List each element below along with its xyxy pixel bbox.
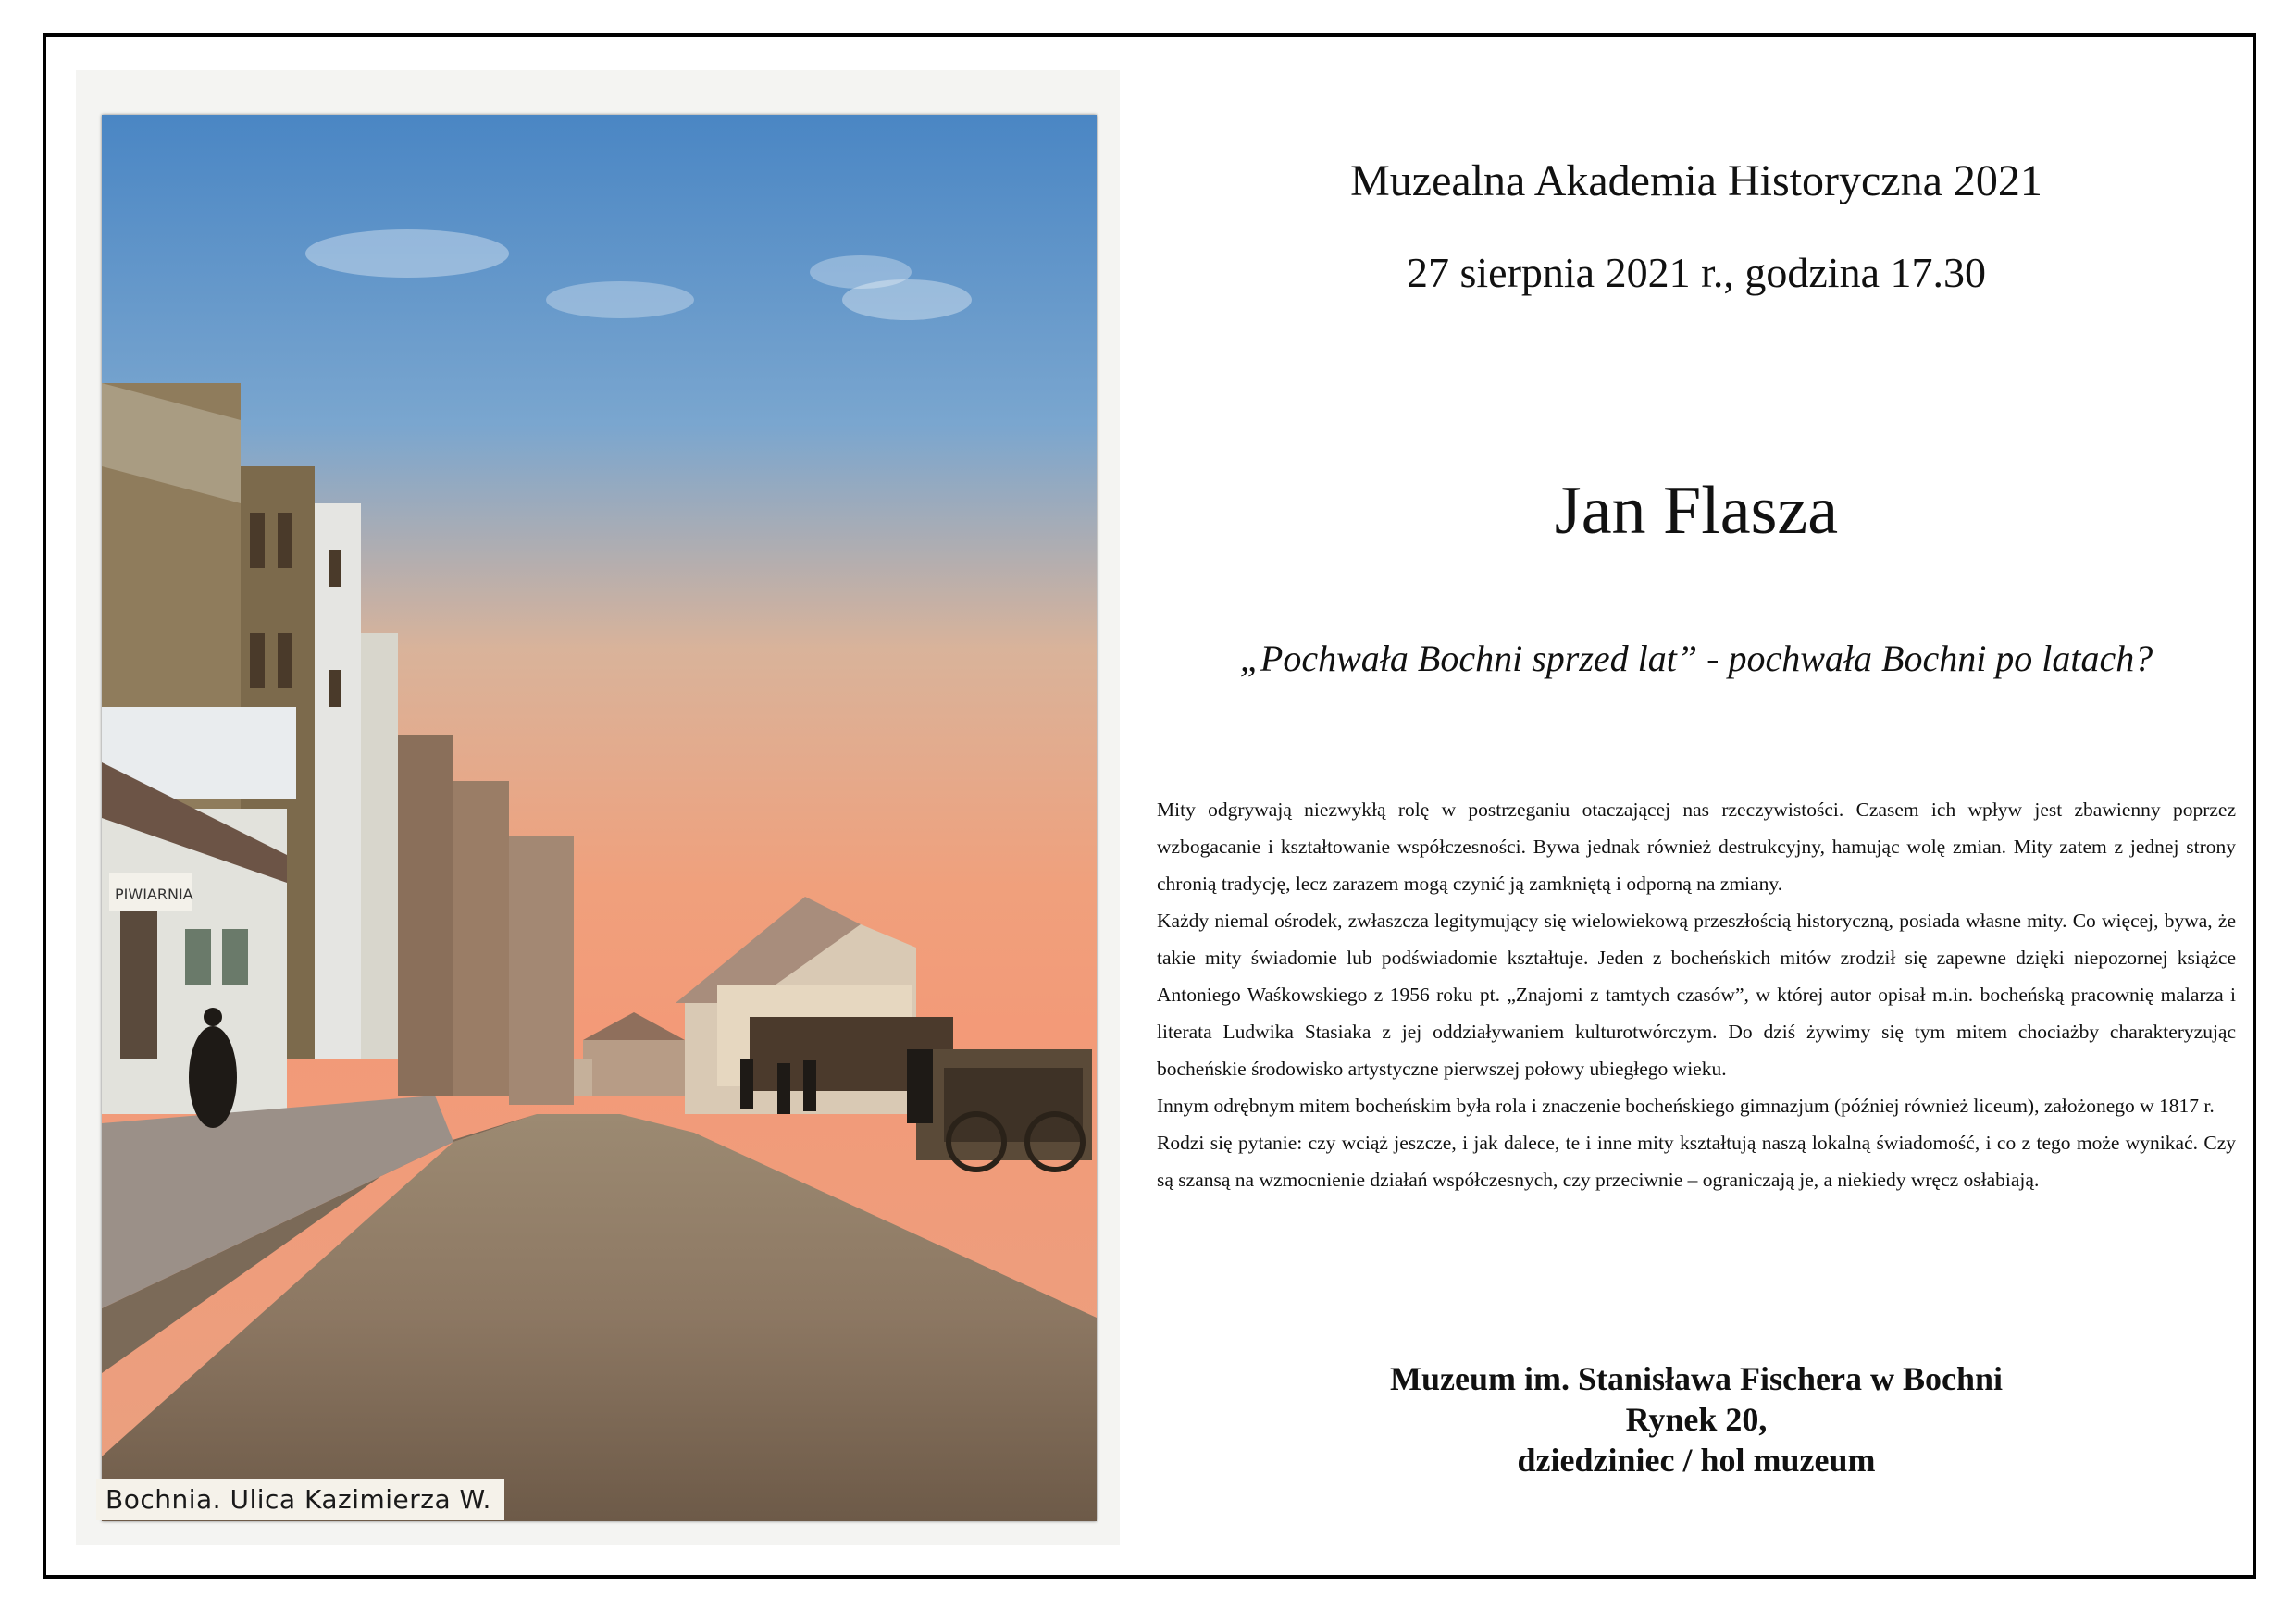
venue-address [1157,1358,2236,1481]
description-paragraph: Innym odrębnym mitem bocheńskim była rola i znaczenie bocheńskiego gimnazjum (później również liceum), założonego w 1817 r. [1157,1095,2215,1117]
speaker-name: Jan Flasza [1554,473,1839,549]
venue-museum: Muzeum im. Stanisława Fischera w Bochni [1390,1360,2003,1397]
venue-street: Rynek 20, [1625,1401,1768,1438]
event-date: 27 sierpnia 2021 r., godzina 17.30 [1406,249,1986,296]
lecture-title: „Pochwała Bochni sprzed lat” - pochwała Bochni po latach? [1239,638,2153,679]
event-series-title: Muzealna Akademia Historyczna 2021 [1350,156,2042,205]
shop-sign: PIWIARNIA [115,886,193,903]
description-paragraph: Rodzi się pytanie: czy wciąż jeszcze, i jak dalece, te i inne mity kształtują naszą lokalną świadomość, i co z tego może wynikać. Czy są szansą na wzmocnienie działań współczesnych, czy przeciwnie – ograniczają je, a niekiedy wręcz osłabiają. [1157,1132,2236,1191]
lecture-description [1157,791,2236,1198]
venue-location: dziedziniec / hol muzeum [1517,1442,1876,1479]
postcard-caption: Bochnia. Ulica Kazimierza W. [96,1479,504,1520]
postcard-image [102,115,1097,1521]
description-paragraph: Każdy niemal ośrodek, zwłaszcza legitymujący się wielowiekową przeszłością historyczną, posiada własne mity. Co więcej, bywa, że takie mity świadomie lub podświadomie kształtuje. Jeden z bocheńskich mitów zrodził się zapewne dzięki niepozornej książce Antoniego Waśkowskiego z 1956 roku pt. „Znajomi z tamtych czasów”, w której autor opisał m.in. bocheńską pracownię malarza i literata Ludwika Stasiaka z jej oddziaływaniem kulturotwórczym. Do dziś żywimy się tym mitem chociażby charakteryzując bocheńskie środowisko artystyczne pierwszej połowy ubiegłego wieku. [1157,910,2236,1080]
event-info [1157,0,2236,1623]
description-paragraph: Mity odgrywają niezwykłą rolę w postrzeganiu otaczającej nas rzeczywistości. Czasem ich wpływ jest zbawienny poprzez wzbogacanie i kształtowanie współczesności. Bywa jednak również destrukcyjny, hamując wolę zmian. Mity zatem z jednej strony chronią tradycję, lecz zarazem mogą czynić ją zamkniętą i odporną na zmiany. [1157,799,2236,895]
